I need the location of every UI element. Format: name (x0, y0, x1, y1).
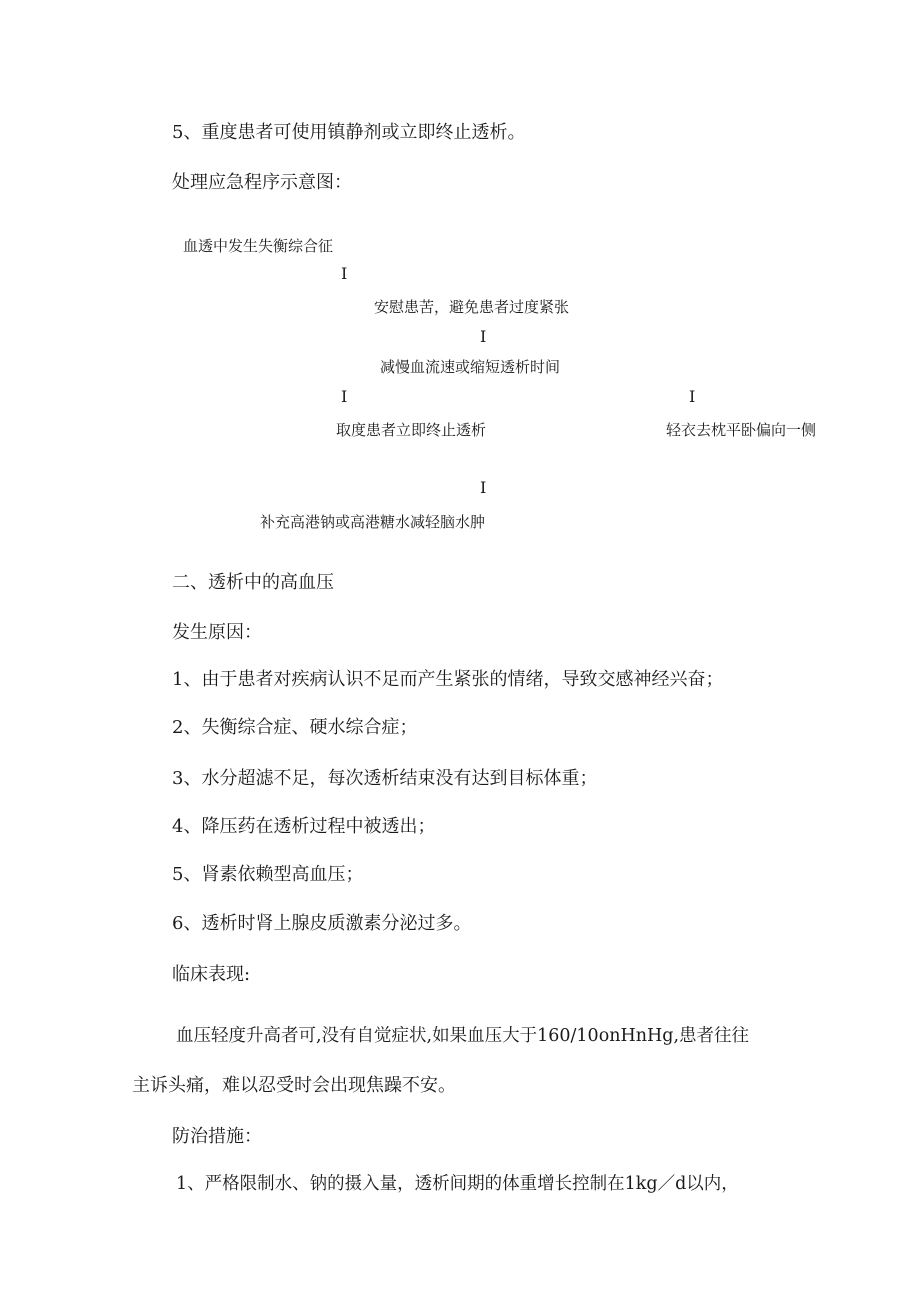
list-item: 5、肾素依赖型高血压； (172, 864, 364, 885)
section-heading: 二、透析中的高血压 (172, 572, 334, 593)
subsection-title-causes: 发生原因： (172, 622, 262, 643)
flow-connector: I (480, 327, 487, 346)
flow-connector: I (689, 387, 696, 406)
paragraph-line: 主诉头痛，难以忍受时会出现焦躁不安。 (132, 1075, 456, 1096)
paragraph-line: 血压轻度升高者可,没有自觉症状,如果血压大于160/10onHnHg,患者往往 (176, 1026, 750, 1046)
list-item: 2、失衡综合症、硬水综合症； (172, 717, 418, 738)
subsection-title-prevention: 防治措施： (172, 1126, 262, 1147)
list-item: 1、严格限制水、钠的摄入量，透析间期的体重增长控制在1kg／d以内， (176, 1174, 739, 1194)
flow-connector: I (341, 387, 348, 406)
flow-node-supplement: 补充高港钠或高港糖水减轻脑水肿 (260, 513, 486, 531)
flow-node-slow-flow: 减慢血流速或缩短透析时间 (380, 358, 561, 376)
flowchart-caption: 处理应急程序示意图： (172, 172, 352, 193)
list-item: 5、重度患者可使用镇静剂或立即终止透析。 (172, 122, 526, 143)
flow-connector: I (341, 264, 348, 283)
flow-node-start: 血透中发生失衡综合征 (183, 237, 334, 255)
subsection-title-clinical: 临床表现: (172, 964, 251, 985)
list-item: 3、水分超滤不足，每次透析结束没有达到目标体重； (172, 768, 598, 789)
flow-node-position: 轻衣去枕平卧偏向一侧 (666, 421, 817, 439)
flow-connector: I (480, 478, 487, 497)
flow-node-terminate: 取度患者立即终止透析 (336, 421, 487, 439)
list-item: 1、由于患者对疾病认识不足而产生紧张的情绪，导致交感神经兴奋； (172, 669, 724, 690)
flow-node-comfort: 安慰患苦，避免患者过度紧张 (374, 298, 570, 316)
list-item: 4、降压药在透析过程中被透出； (172, 816, 436, 837)
list-item: 6、透析时肾上腺皮质激素分泌过多。 (172, 913, 472, 934)
